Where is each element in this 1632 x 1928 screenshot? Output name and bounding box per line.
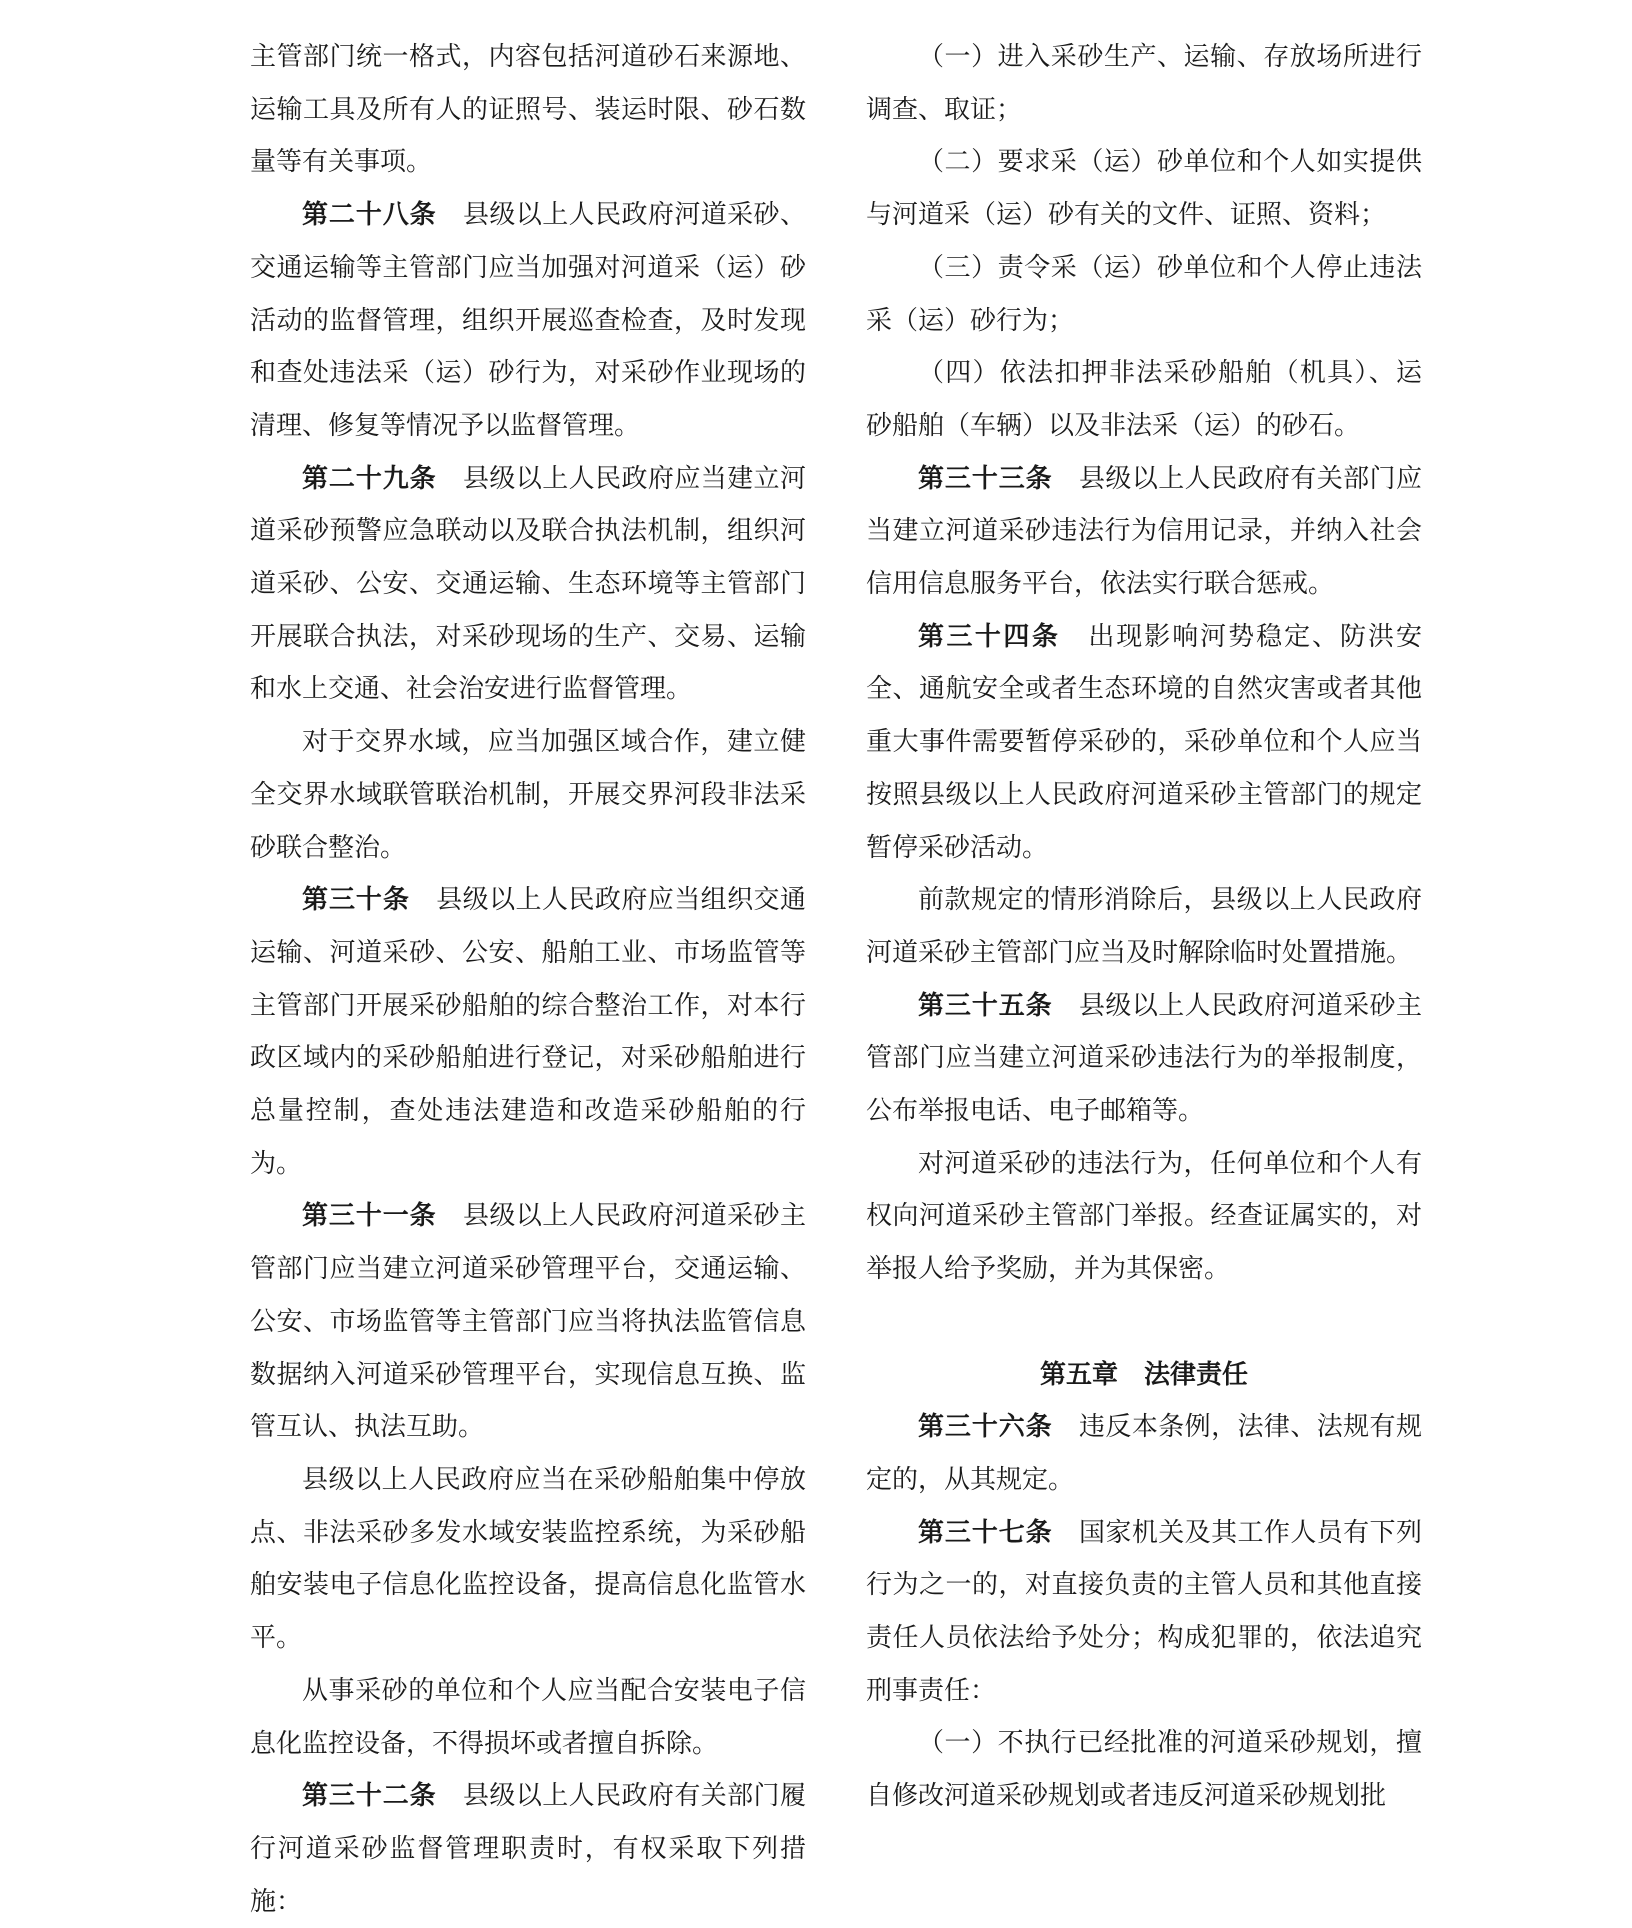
article-text: 县级以上人民政府河道采砂主管部门应当建立河道采砂管理平台，交通运输、公安、市场监管等主管部门应当将执法监管信息数据纳入河道采砂管理平台，实现信息互换、监管互认、执法互助。 (250, 1201, 806, 1443)
article-text: 县级以上人民政府河道采砂、交通运输等主管部门应当加强对河道采（运）砂活动的监督管理，组织开展巡查检查，及时发现和查处违法采（运）砂行为，对采砂作业现场的清理、修复等情况予以监督管理。 (250, 200, 806, 441)
article-28 (250, 189, 806, 453)
article-35 (866, 980, 1422, 1138)
list-item-text: （四）依法扣押非法采砂船舶（机具）、运砂船舶（车辆）以及非法采（运）的砂石。 (866, 358, 1422, 441)
article-number: 第二十八条 (302, 200, 437, 231)
article-29 (250, 453, 806, 717)
paragraph-text: 对于交界水域，应当加强区域合作，建立健全交界水域联管联治机制，开展交界河段非法采砂联合整治。 (250, 727, 806, 863)
article-34 (866, 611, 1422, 875)
article-number: 第三十六条 (918, 1412, 1053, 1443)
article-text: 县级以上人民政府有关部门履行河道采砂监督管理职责时，有权采取下列措施： (250, 1781, 806, 1917)
paragraph-text: 对河道采砂的违法行为，任何单位和个人有权向河道采砂主管部门举报。经查证属实的，对举报人给予奖励，并为其保密。 (866, 1148, 1422, 1285)
paragraph (250, 1454, 806, 1665)
article-number: 第三十一条 (302, 1201, 437, 1232)
article-32 (250, 1770, 806, 1928)
article-30 (250, 874, 806, 1190)
paragraph-text: 前款规定的情形消除后，县级以上人民政府河道采砂主管部门应当及时解除临时处置措施。 (866, 885, 1422, 968)
paragraph (250, 716, 806, 874)
paragraph (250, 1665, 806, 1770)
paragraph-text: 县级以上人民政府应当在采砂船舶集中停放点、非法采砂多发水域安装监控系统，为采砂船舶安装电子信息化监控设备，提高信息化监管水平。 (250, 1464, 806, 1654)
article-text: 县级以上人民政府河道采砂主管部门应当建立河道采砂违法行为的举报制度，公布举报电话、电子邮箱等。 (866, 990, 1422, 1127)
article-text: 县级以上人民政府有关部门应当建立河道采砂违法行为信用记录，并纳入社会信用信息服务平台，依法实行联合惩戒。 (866, 463, 1422, 600)
article-33 (866, 453, 1422, 611)
article-31 (250, 1190, 806, 1454)
right-column (866, 31, 1422, 1823)
paragraph-continuation (250, 31, 806, 189)
article-number: 第三十三条 (918, 463, 1053, 494)
article-text: 县级以上人民政府应当建立河道采砂预警应急联动以及联合执法机制，组织河道采砂、公安、交通运输、生态环境等主管部门开展联合执法，对采砂现场的生产、交易、运输和水上交通、社会治安进行监督管理。 (250, 463, 806, 705)
list-item (866, 31, 1422, 136)
list-item (866, 1717, 1422, 1822)
list-item-text: （一）进入采砂生产、运输、存放场所进行调查、取证； (866, 42, 1422, 125)
article-number: 第三十二条 (302, 1781, 437, 1812)
article-number: 第三十五条 (918, 990, 1053, 1021)
article-number: 第三十七条 (918, 1517, 1053, 1548)
article-text: 县级以上人民政府应当组织交通运输、河道采砂、公安、船舶工业、市场监管等主管部门开展采砂船舶的综合整治工作，对本行政区域内的采砂船舶进行登记，对采砂船舶进行总量控制，查处违法建造和改造采砂船舶的行为。 (250, 885, 806, 1179)
section-gap (866, 1296, 1422, 1349)
article-number: 第三十四条 (918, 621, 1061, 652)
article-text: 国家机关及其工作人员有下列行为之一的，对直接负责的主管人员和其他直接责任人员依法给予处分；构成犯罪的，依法追究刑事责任： (866, 1517, 1422, 1706)
list-item (866, 136, 1422, 241)
left-column (250, 31, 806, 1928)
paragraph (866, 874, 1422, 979)
list-item (866, 347, 1422, 452)
article-text: 违反本条例，法律、法规有规定的，从其规定。 (866, 1412, 1422, 1495)
paragraph-text: 主管部门统一格式，内容包括河道砂石来源地、运输工具及所有人的证照号、装运时限、砂石数量等有关事项。 (250, 42, 806, 178)
article-36 (866, 1401, 1422, 1506)
article-number: 第二十九条 (302, 463, 437, 494)
article-number: 第三十条 (302, 885, 410, 916)
list-item-text: （一）不执行已经批准的河道采砂规划，擅自修改河道采砂规划或者违反河道采砂规划批 (866, 1728, 1422, 1812)
list-item-text: （三）责令采（运）砂单位和个人停止违法采（运）砂行为； (866, 252, 1422, 336)
article-37 (866, 1507, 1422, 1718)
paragraph-text: 从事采砂的单位和个人应当配合安装电子信息化监控设备，不得损坏或者擅自拆除。 (250, 1675, 806, 1759)
chapter-heading: 第五章 法律责任 (1039, 1359, 1248, 1390)
list-item (866, 242, 1422, 347)
list-item-text: （二）要求采（运）砂单位和个人如实提供与河道采（运）砂有关的文件、证照、资料； (866, 147, 1422, 231)
article-text: 出现影响河势稳定、防洪安全、通航安全或者生态环境的自然灾害或者其他重大事件需要暂停采砂的，采砂单位和个人应当按照县级以上人民政府河道采砂主管部门的规定暂停采砂活动。 (866, 621, 1422, 863)
paragraph (866, 1138, 1422, 1296)
